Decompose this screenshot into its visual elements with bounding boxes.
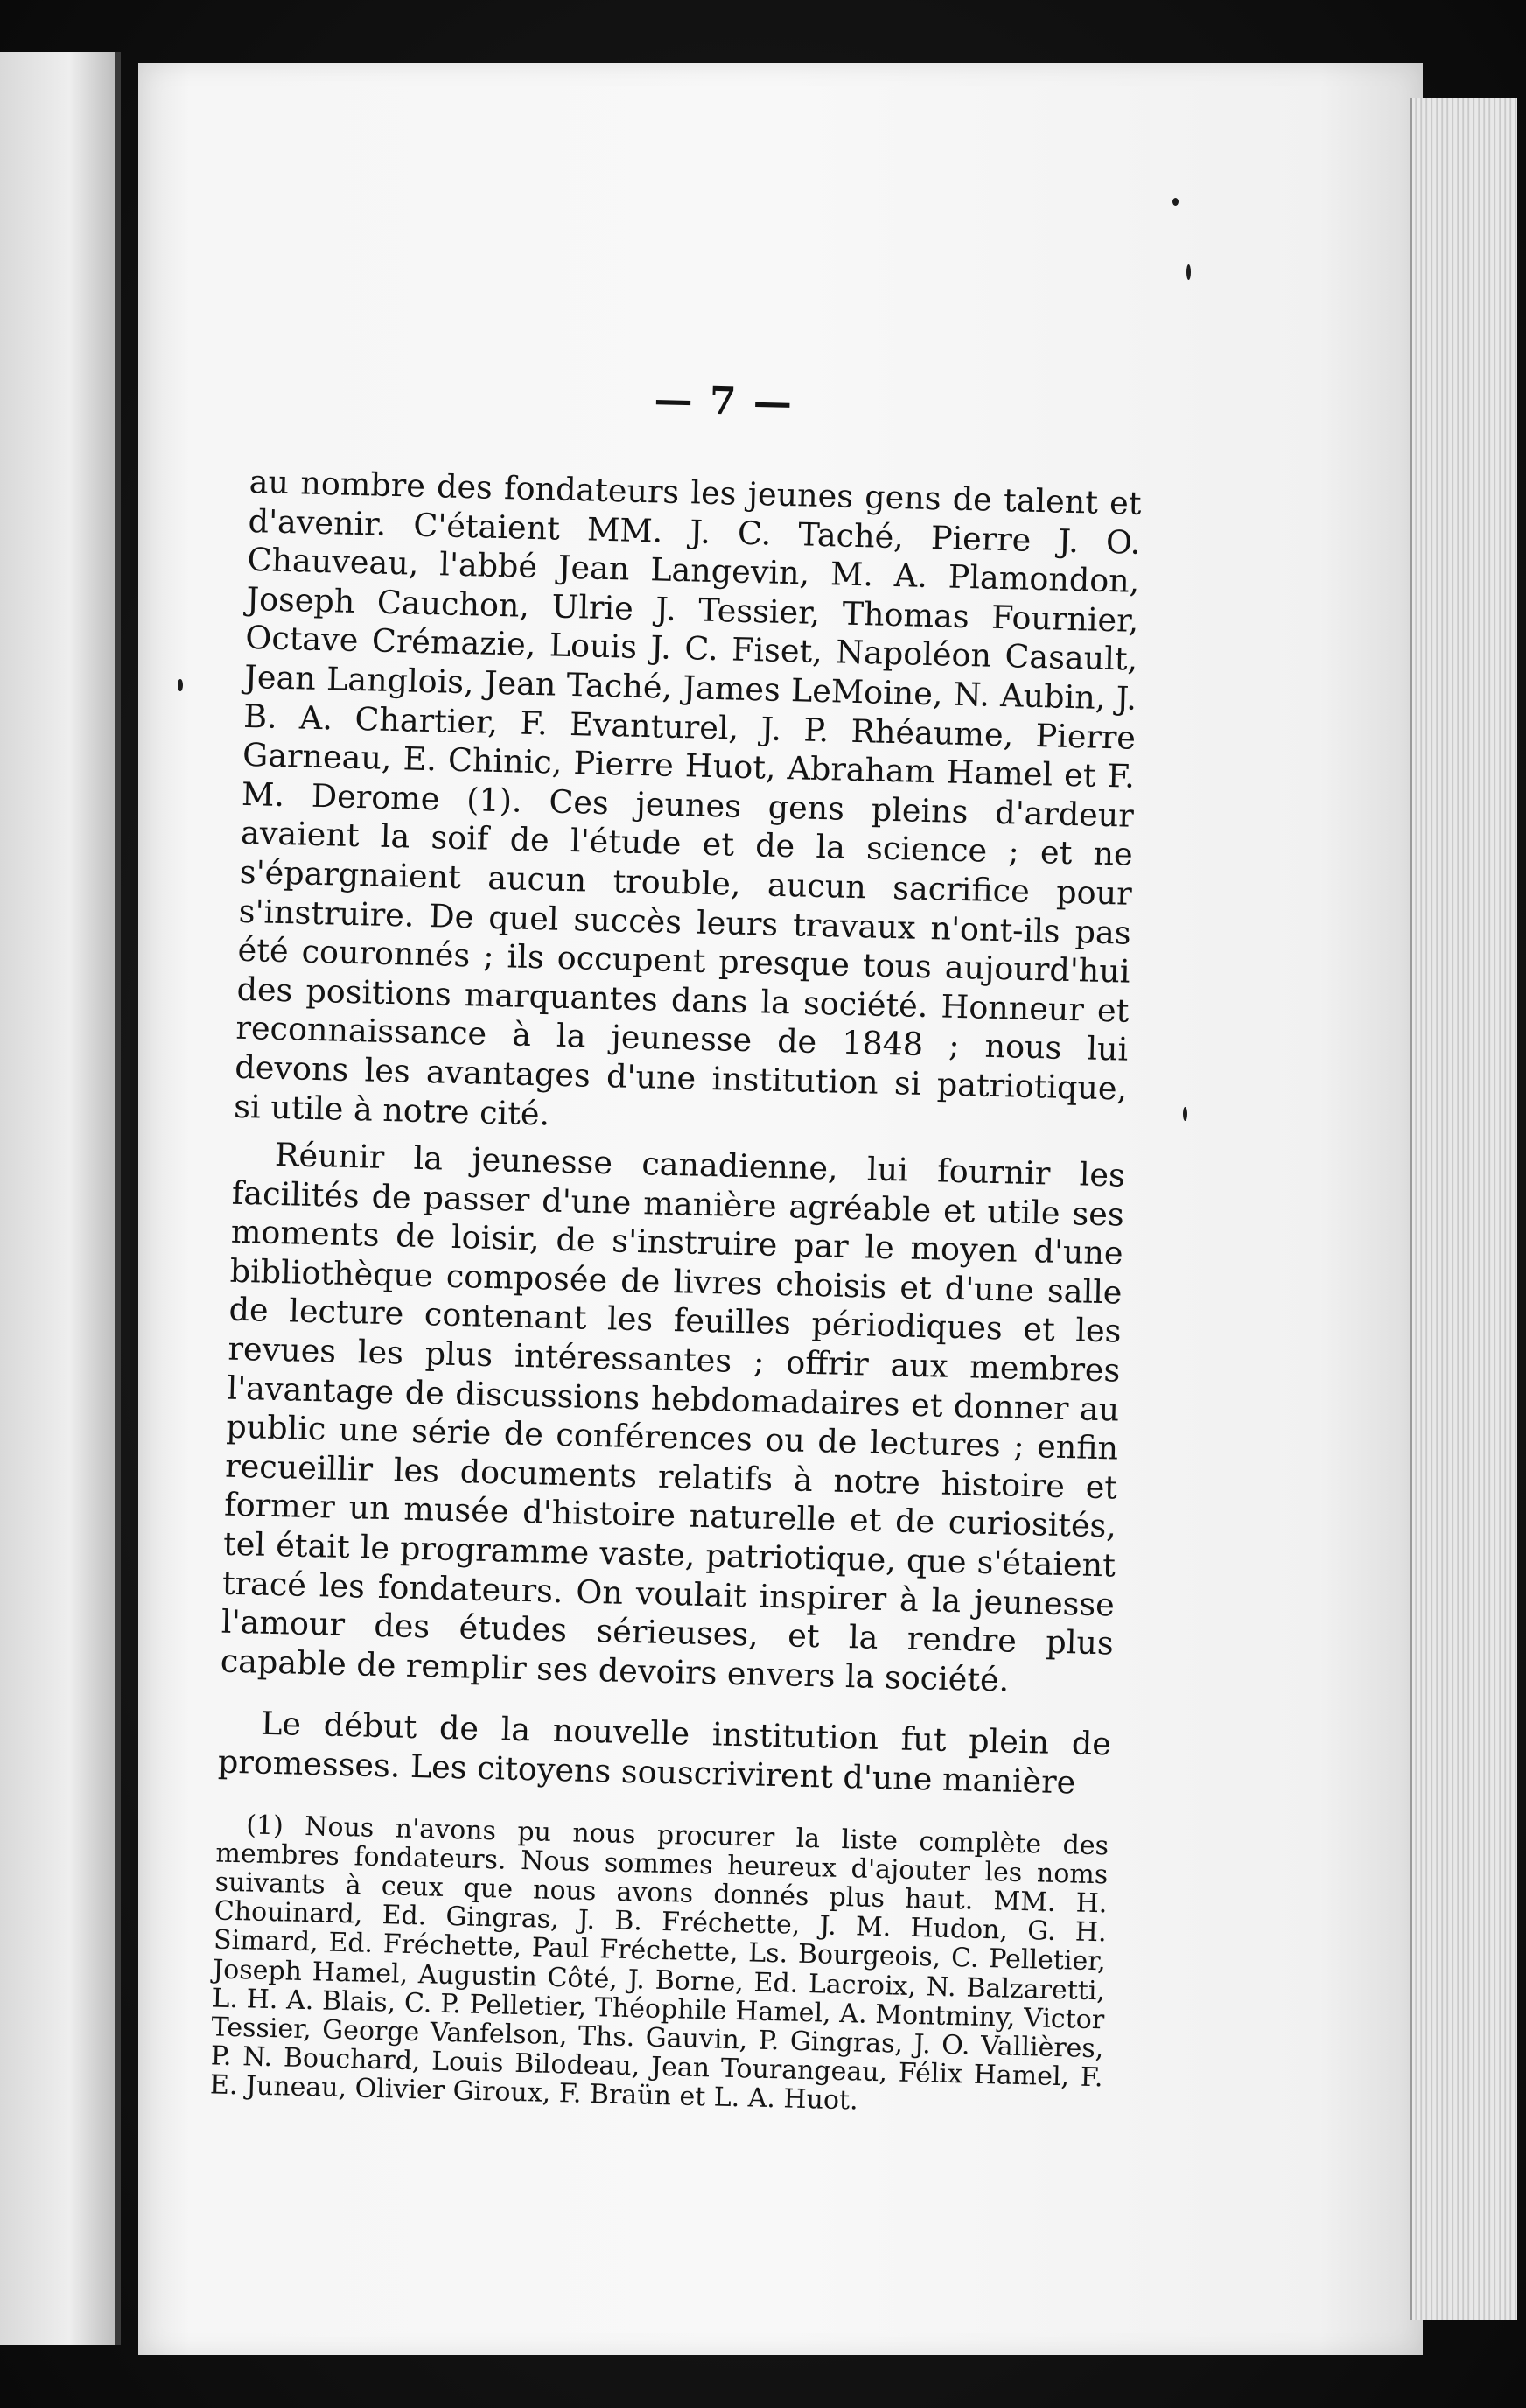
body-paragraph-2: Réunir la jeunesse canadienne, lui fournir les facilités de passer d'une manière agréable et utile ses moments de loisir, de s'instruire par le moyen d'une bibliothèque composée de livres choisis et d'une salle de lecture contenant les feuilles périodiques et les revues les plus intéressantes ; offrir aux membres l'avantage de discussions hebdomadaires et donner au public une série de conférences ou de lectures ; enfin recueillir les documents relatifs à notre histoire et former un musée d'histoire naturelle et de curiosités, tel était le programme vaste, patriotique, que s'étaient tracé les fondateurs. On voulait inspirer à la jeunesse l'amour des études sérieuses, et la rendre plus capable de remplir ses devoirs envers la société.: [220, 1136, 1126, 1699]
body-paragraph-3: Le début de la nouvelle institution fut plein de promesses. Les citoyens souscrivirent d'une manière: [217, 1704, 1112, 1802]
dust-speck: [1183, 1107, 1187, 1121]
footnote: (1) Nous n'avons pu nous procurer la liste complète des membres fondateurs. Nous sommes heureux d'ajouter les noms suivants à ceux que nous avons donnés plus haut. MM. H. Chouinard, Ed. Gingras, J. B. Fréchette, J. M. Hudon, G. H. Simard, Ed. Fréchette, Paul Fréchette, Ls. Bourgeois, C. Pelletier, Joseph Hamel, Augustin Côté, J. Borne, Ed. Lacroix, N. Balzaretti, L. H. A. Blais, C. P. Pelletier, Théophile Hamel, A. Montminy, Victor Tessier, George Vanfelson, Ths. Gauvin, P. Gingras, J. O. Vallières, P. N. Bouchard, Louis Bilodeau, Jean Tourangeau, Félix Hamel, F. E. Juneau, Olivier Giroux, F. Braün et L. A. Huot.: [209, 1809, 1110, 2117]
facing-page-edge: [0, 52, 121, 2345]
dust-speck: [1172, 198, 1179, 206]
dust-speck: [1186, 264, 1191, 280]
page-text-block: [209, 368, 1144, 2148]
page-edge-stack: [1410, 98, 1517, 2320]
page-number: — 7 —: [653, 377, 794, 426]
dust-speck: [178, 679, 183, 691]
body-paragraph-1: au nombre des fondateurs les jeunes gens de talent et d'avenir. C'étaient MM. J. C. Taché, Pierre J. O. Chauveau, l'abbé Jean Langevin, M. A. Plamondon, Joseph Cauchon, Ulrie J. Tessier, Thomas Fournier, Octave Crémazie, Louis J. C. Fiset, Napoléon Casault, Jean Langlois, Jean Taché, James LeMoine, N. Aubin, J. B. A. Chartier, F. Evanturel, J. P. Rhéaume, Pierre Garneau, E. Chinic, Pierre Huot, Abraham Hamel et F. M. Derome (1). Ces jeunes gens pleins d'ardeur avaient la soif de l'étude et de la science ; et ne s'épargnaient aucun trouble, aucun sacrifice pour s'instruire. De quel succès leurs travaux n'ont-ils pas été couronnés ; ils occupent presque tous aujourd'hui des positions marquantes dans la société. Honneur et reconnaissance à la jeunesse de 1848 ; nous lui devons les avantages d'une institution si patriotique, si utile à notre cité.: [233, 462, 1143, 1133]
